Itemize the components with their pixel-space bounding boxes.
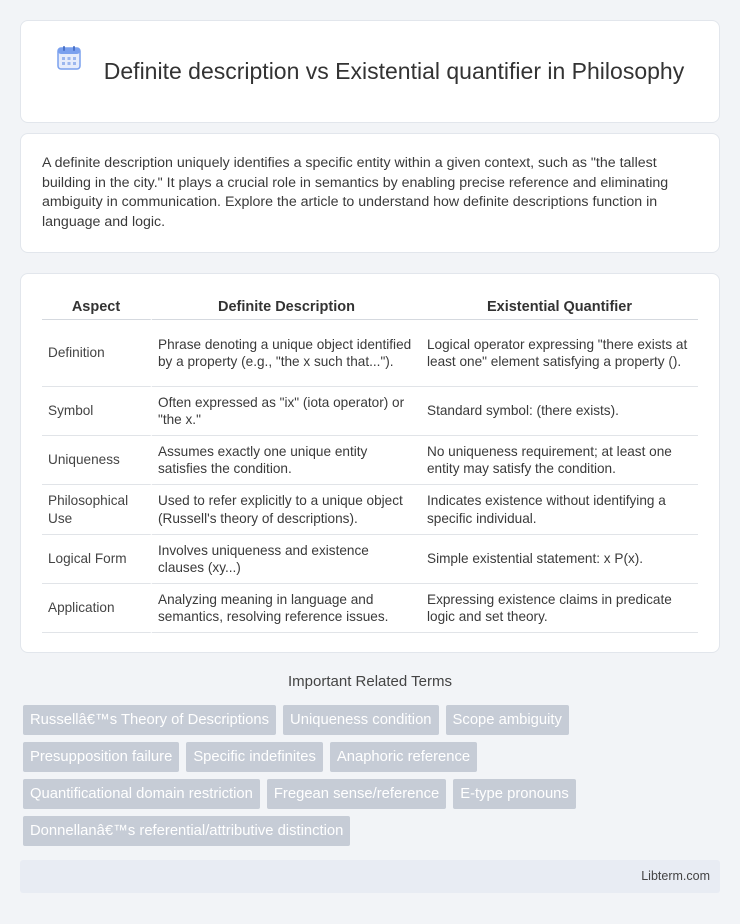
cell-existential: No uniqueness requirement; at least one entity may satisfy the condition. [421,436,698,485]
cell-aspect: Application [42,584,152,633]
cell-definite: Often expressed as "ix" (iota operator) or "the x." [152,387,421,436]
cell-aspect: Symbol [42,387,152,436]
table-row [42,436,698,485]
comparison-card [20,273,720,653]
related-term-tag[interactable]: Donnellanâ€™s referential/attributive distinction [23,816,350,846]
table-row [42,387,698,436]
cell-existential: Simple existential statement: x P(x). [421,535,698,584]
related-term-tag[interactable]: E-type pronouns [453,779,576,809]
related-term-tag[interactable]: Russellâ€™s Theory of Descriptions [23,705,276,735]
cell-definite: Used to refer explicitly to a unique object (Russell's theory of descriptions). [152,485,421,535]
related-term-tag[interactable]: Presupposition failure [23,742,179,772]
header-aspect: Aspect [42,294,152,320]
cell-existential: Standard symbol: (there exists). [421,387,698,436]
table-row [42,485,698,535]
cell-aspect: Philosophical Use [42,485,152,535]
cell-aspect: Uniqueness [42,436,152,485]
calendar-icon [56,45,82,71]
related-term-tag[interactable]: Specific indefinites [186,742,323,772]
table-row [42,320,698,387]
related-term-tag[interactable]: Uniqueness condition [283,705,439,735]
footer-brand-link[interactable]: Libterm.com [641,869,710,883]
cell-definite: Analyzing meaning in language and semantics, resolving reference issues. [152,584,421,633]
table-row [42,535,698,584]
cell-definite: Involves uniqueness and existence clauses (xy...) [152,535,421,584]
intro-paragraph: A definite description uniquely identifies a specific entity within a given context, such as "the tallest building in the city." It plays a crucial role in semantics by enabling precise reference and eliminating ambiguity in communication. Explore the article to understand how definite descriptions function in language and logic. [42,155,669,230]
header-definite-description: Definite Description [152,294,421,320]
comparison-table [42,294,698,633]
cell-existential: Expressing existence claims in predicate logic and set theory. [421,584,698,633]
cell-definite: Phrase denoting a unique object identified by a property (e.g., "the x such that..."). [152,320,421,387]
table-header-row [42,294,698,320]
cell-definite: Assumes exactly one unique entity satisfies the condition. [152,436,421,485]
page-title: Definite description vs Existential quantifier in Philosophy [103,58,685,84]
table-row [42,584,698,633]
related-term-tag[interactable]: Scope ambiguity [446,705,569,735]
intro-card [20,133,720,253]
cell-existential: Indicates existence without identifying a specific individual. [421,485,698,535]
cell-aspect: Logical Form [42,535,152,584]
related-term-tag[interactable]: Fregean sense/reference [267,779,446,809]
related-term-tag[interactable]: Quantificational domain restriction [23,779,260,809]
header-existential-quantifier: Existential Quantifier [421,294,698,320]
title-card [20,20,720,123]
cell-aspect: Definition [42,320,152,387]
footer [20,860,720,893]
cell-existential: Logical operator expressing "there exists at least one" element satisfying a property (). [421,320,698,387]
related-term-tag[interactable]: Anaphoric reference [330,742,477,772]
related-terms-heading: Important Related Terms [288,673,452,690]
related-terms-list [23,705,723,853]
